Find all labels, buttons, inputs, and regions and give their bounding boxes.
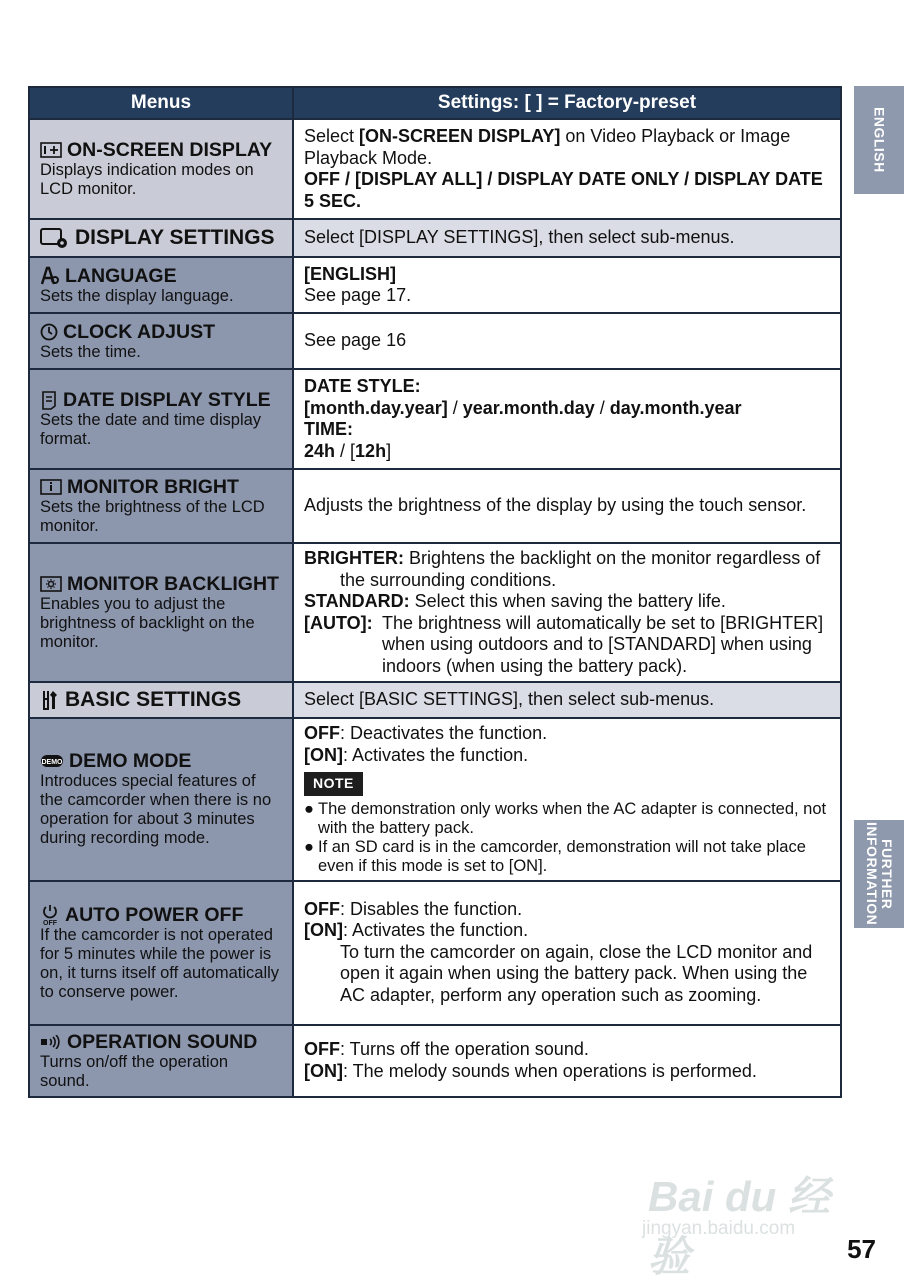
side-tab-label	[864, 820, 894, 928]
option-label: OFF	[304, 898, 340, 919]
settings-cell-monitor-backlight	[293, 543, 841, 682]
option-text: : Turns off the operation sound.	[340, 1039, 589, 1059]
time-option: 12h	[355, 440, 387, 461]
option-label: BRIGHTER:	[304, 548, 404, 568]
table-row	[29, 369, 841, 469]
menu-description: Sets the brightness of the LCD monitor.	[40, 498, 265, 535]
monitor-bright-icon	[40, 479, 62, 495]
clock-icon	[40, 323, 58, 341]
svg-text:OFF: OFF	[43, 919, 57, 926]
separator: /	[594, 397, 610, 418]
menu-cell-language	[29, 257, 293, 313]
settings-text: on Video Playback or Image Playback Mode.	[304, 126, 791, 168]
option-label: [ON]	[304, 744, 343, 765]
option-text: : Activates the function.	[343, 920, 529, 941]
option-label: OFF	[304, 1039, 340, 1059]
basic-settings-icon	[40, 689, 60, 711]
table-row	[29, 1025, 841, 1097]
settings-cell-language	[293, 257, 841, 313]
menu-description: Sets the time.	[40, 342, 141, 361]
side-tab-label: ENGLISH	[871, 107, 888, 173]
settings-cell-basic-settings: Select [BASIC SETTINGS], then select sub-menus.	[293, 682, 841, 718]
menu-description: Displays indication modes on LCD monitor.	[40, 161, 254, 198]
table-row	[29, 718, 841, 881]
option-text: The brightness will automatically be set to [BRIGHTER] when using outdoors and to [STANDARD] when using indoors (when using the battery pack).	[382, 612, 824, 676]
menu-cell-monitor-backlight	[29, 543, 293, 682]
settings-cell-operation-sound	[293, 1025, 841, 1097]
menu-title: OPERATION SOUND	[67, 1030, 258, 1053]
menu-cell-demo-mode	[29, 718, 293, 881]
settings-preset: [ENGLISH]	[304, 263, 396, 284]
date-option: [month.day.year]	[304, 397, 448, 418]
bullet-icon: ●	[304, 799, 314, 818]
demo-icon	[40, 754, 64, 768]
menu-cell-date-display-style	[29, 369, 293, 469]
settings-option: [ON-SCREEN DISPLAY]	[359, 126, 561, 146]
table-row	[29, 219, 841, 257]
settings-column-header: Settings: [ ] = Factory-preset	[293, 87, 841, 119]
table-header-row	[29, 87, 841, 119]
menu-title: BASIC SETTINGS	[65, 688, 242, 711]
option-text: the surrounding conditions.	[340, 569, 557, 590]
menu-cell-clock-adjust	[29, 313, 293, 369]
side-tab-line: INFORMATION	[864, 822, 880, 926]
bracket: ]	[386, 440, 392, 461]
monitor-backlight-icon	[40, 576, 62, 592]
note-bullet	[304, 800, 830, 838]
menu-description: Introduces special features of the camcorder when there is no operation for about 3 minutes during recording mode.	[40, 772, 272, 848]
settings-cell-display-settings: Select [DISPLAY SETTINGS], then select sub-menus.	[293, 219, 841, 257]
settings-text: See page 17.	[304, 285, 412, 305]
note-bullet	[304, 838, 830, 876]
menu-description: Sets the display language.	[40, 286, 234, 305]
note-text: If an SD card is in the camcorder, demonstration will not take place even if this mode is set to [ON].	[318, 837, 806, 875]
option-label: [ON]	[304, 1060, 343, 1081]
side-tab-line: FURTHER	[879, 838, 895, 910]
page-number: 57	[847, 1234, 876, 1264]
menu-title: ON-SCREEN DISPLAY	[67, 139, 273, 161]
table-row	[29, 543, 841, 682]
option-text: To turn the camcorder on again, close the LCD monitor and open it again when using the battery pack. When using the AC adapter, perform any operation such as zooming.	[340, 941, 813, 1005]
note-badge: NOTE	[304, 772, 363, 796]
menu-title: AUTO POWER OFF	[65, 903, 244, 926]
table-row	[29, 119, 841, 219]
time-label: TIME:	[304, 419, 353, 439]
separator: /	[447, 397, 463, 418]
table-row	[29, 469, 841, 543]
date-style-icon	[40, 390, 58, 410]
on-screen-display-icon	[40, 142, 62, 158]
menu-title: LANGUAGE	[65, 264, 177, 287]
side-tab-further-information	[854, 820, 904, 928]
menu-description: Turns on/off the operation sound.	[40, 1052, 229, 1090]
menu-cell-operation-sound	[29, 1025, 293, 1097]
watermark-url: jingyan.baidu.com	[642, 1218, 796, 1239]
menu-cell-monitor-bright	[29, 469, 293, 543]
bullet-icon: ●	[304, 837, 314, 856]
option-text: : Activates the function.	[343, 744, 529, 765]
option-text: Select this when saving the battery life.	[409, 591, 726, 611]
auto-power-off-icon	[40, 904, 60, 926]
menu-cell-osd	[29, 119, 293, 219]
menu-title: DEMO MODE	[69, 750, 192, 773]
settings-options: OFF / [DISPLAY ALL] / DISPLAY DATE ONLY / DISPLAY DATE 5 SEC.	[304, 169, 823, 211]
menu-title: MONITOR BACKLIGHT	[67, 573, 279, 595]
menu-cell-basic-settings	[29, 682, 293, 718]
menu-title: MONITOR BRIGHT	[67, 476, 239, 498]
menu-title: CLOCK ADJUST	[63, 320, 216, 343]
menu-title: DATE DISPLAY STYLE	[63, 389, 271, 411]
menu-cell-display-settings	[29, 219, 293, 257]
option-text: : Deactivates the function.	[340, 723, 548, 743]
settings-cell-demo-mode	[293, 718, 841, 881]
option-label: [ON]	[304, 920, 343, 941]
menu-description: Sets the date and time display format.	[40, 411, 262, 448]
menu-title: DISPLAY SETTINGS	[75, 226, 275, 249]
settings-text: Select	[304, 126, 360, 146]
date-style-label: DATE STYLE:	[304, 376, 421, 396]
option-label: OFF	[304, 723, 340, 743]
settings-cell-date-display-style	[293, 369, 841, 469]
table-row	[29, 313, 841, 369]
note-text: The demonstration only works when the AC adapter is connected, not with the battery pack.	[318, 799, 827, 837]
option-label: [AUTO]:	[304, 612, 373, 633]
date-option: year.month.day	[462, 397, 595, 418]
watermark	[640, 1140, 850, 1280]
menu-settings-table	[28, 86, 842, 1098]
side-tab-english	[854, 86, 904, 194]
sound-icon	[40, 1035, 62, 1049]
settings-cell-monitor-bright: Adjusts the brightness of the display by using the touch sensor.	[293, 469, 841, 543]
separator: / [	[335, 440, 356, 461]
option-text: : Disables the function.	[340, 898, 523, 919]
table-row	[29, 682, 841, 718]
option-text: : The melody sounds when operations is performed.	[343, 1060, 757, 1081]
settings-cell-auto-power-off	[293, 881, 841, 1025]
display-settings-icon	[40, 227, 70, 249]
settings-cell-osd	[293, 119, 841, 219]
menu-description: Enables you to adjust the brightness of backlight on the monitor.	[40, 595, 255, 651]
time-option: 24h	[304, 440, 336, 461]
menus-column-header: Menus	[29, 87, 293, 119]
menu-cell-auto-power-off	[29, 881, 293, 1025]
table-row	[29, 257, 841, 313]
watermark-logo: Bai du 经验	[648, 1173, 831, 1280]
date-option: day.month.year	[609, 397, 742, 418]
language-icon	[40, 266, 60, 286]
option-label: STANDARD:	[304, 591, 410, 611]
settings-cell-clock-adjust: See page 16	[293, 313, 841, 369]
table-row	[29, 881, 841, 1025]
option-text: Brightens the backlight on the monitor regardless of	[404, 548, 821, 568]
svg-text:DEMO: DEMO	[41, 759, 63, 767]
menu-description: If the camcorder is not operated for 5 minutes while the power is on, it turns itself off automatically to conserve power.	[40, 925, 280, 1001]
